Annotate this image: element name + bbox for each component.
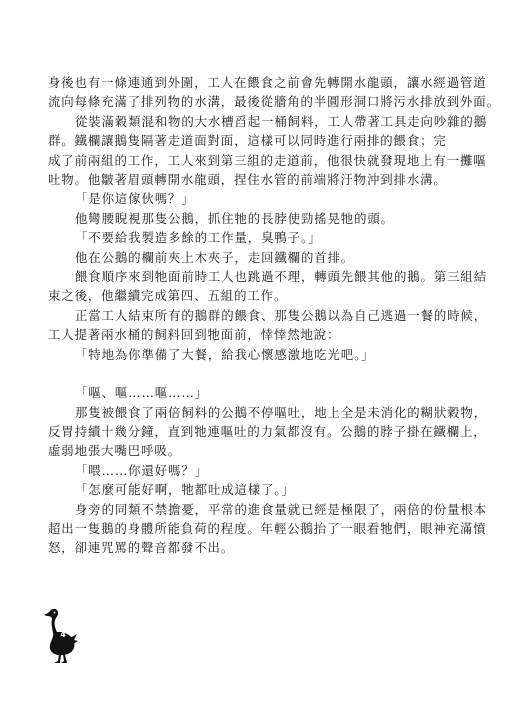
text-line: 束之後，他繼續完成第四、五組的工作。 [48,288,288,304]
text-line: 從裝滿穀類混和物的大水槽舀起一桶飼料，工人帶著工具走向吵雜的鵝 [75,113,488,129]
text-line: 反胃持續十幾分鐘，直到牠連嘔吐的力氣都沒有。公鵝的脖子掛在鐵欄上， [48,423,487,439]
text-line: 他在公鵝的欄前夾上木夾子，走回鐵欄的首排。 [75,249,355,265]
dialogue-line: 「是你這傢伙嗎？」 [75,191,195,207]
text-line: 他彎腰睨視那隻公鵝，抓住牠的長脖使勁搖晃牠的頭。 [75,210,394,226]
page-number: 4 [60,630,66,639]
text-line: 餵食順序來到牠面前時工人也跳過不理，轉頭先餵其他的鵝。第三組結 [75,269,488,285]
dialogue-line: 「嘔、嘔……嘔……」 [75,385,208,401]
text-line: 群。鐵欄讓鵝隻隔著走道面對面，這樣可以同時進行兩排的餵食；完 [48,133,447,149]
text-line: 工人提著兩水桶的飼料回到牠面前，悻悻然地說： [48,327,341,343]
dialogue-line: 「不要給我製造多餘的工作量，臭鴨子。」 [75,230,322,246]
text-line: 正當工人結束所有的鵝群的餵食、那隻公鵝以為自己逃過一餐的時候， [75,307,488,323]
text-line: 身後也有一條連通到外圍，工人在餵食之前會先轉開水龍頭，讓水經過管道 [48,75,487,90]
text-line: 流向每條充滿了排列物的水溝，最後從牆角的半圓形洞口將污水排放到外面。 [48,94,500,110]
text-line: 超出一隻鵝的身體所能負荷的程度。年輕公鵝抬了一眼看牠們，眼神充滿憤 [48,520,487,536]
dialogue-line: 「怎麼可能好啊，牠都吐成這樣了。」 [75,482,295,498]
text-line: 那隻被餵食了兩倍飼料的公鵝不停嘔吐，地上全是未消化的糊狀穀物， [75,404,488,420]
text-line: 身旁的同類不禁擔憂，平常的進食量就已經是極限了，兩倍的份量根本 [75,501,488,517]
text-line: 吐物。他皺著眉頭轉開水龍頭，捏住水管的前端將汙物沖到排水溝。 [48,172,447,188]
text-line: 成了前兩組的工作，工人來到第三組的走道前，他很快就發現地上有一攤嘔 [48,152,487,168]
dialogue-line: 「特地為你準備了大餐，給我心懷感激地吃光吧。」 [75,346,375,362]
section-break [48,364,464,383]
text-line: 怒，卻連咒罵的聲音都發不出。 [48,540,235,556]
dialogue-line: 「喂……你還好嗎？」 [75,462,208,478]
body-text [48,73,500,558]
text-line: 虛弱地張大嘴巴呼吸。 [48,443,181,459]
